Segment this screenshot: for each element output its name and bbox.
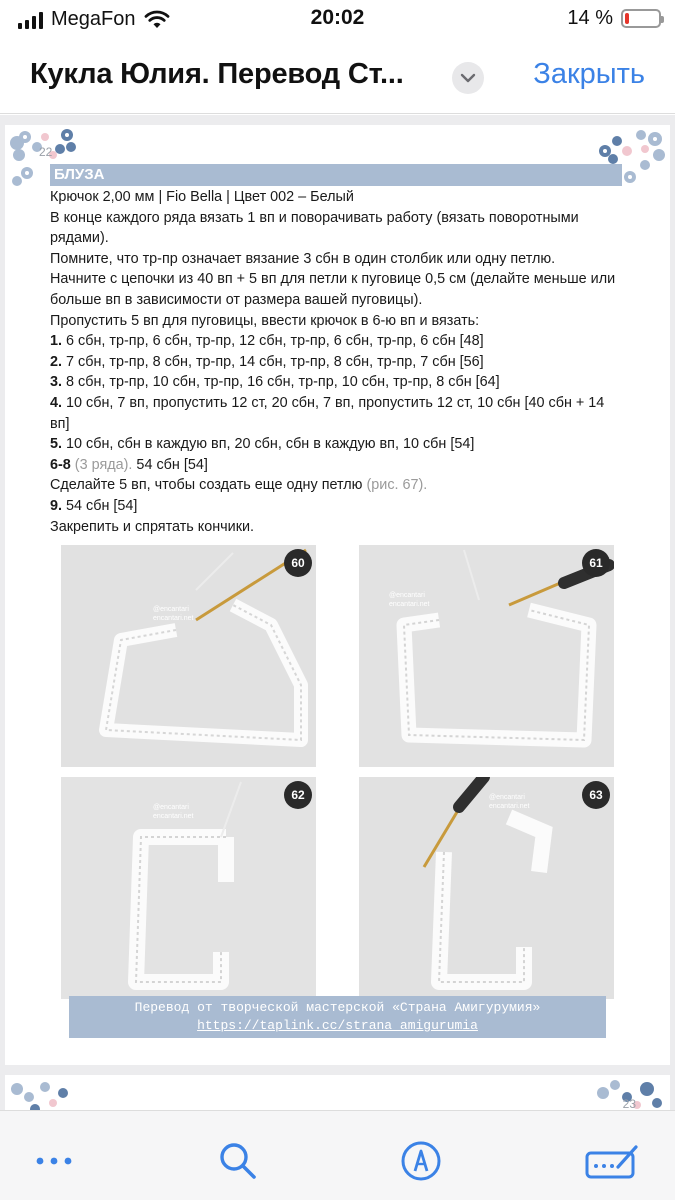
row-number: 4. [50,394,63,411]
battery-percent: 14 % [567,7,613,29]
svg-text:@encantari: @encantari [153,606,189,613]
row-number: 2. [50,353,63,370]
markup-button[interactable] [397,1139,445,1183]
row-number: 5. [50,436,63,453]
instruction-text: Сделайте 5 вп, чтобы создать еще одну петлю [50,477,363,494]
step-photo [359,545,614,767]
photo-number: 63 [582,781,610,809]
instruction-line [50,496,625,517]
instruction-text: Пропустить 5 вп для пуговицы, ввести крючок в 6-ю вп и вязать: [50,312,480,329]
instruction-line [50,517,625,538]
instruction-text: Помните, что тр-пр означает вязание 3 сбн в один столбик или одну петлю. [50,250,556,267]
instruction-text: 6 сбн, тр-пр, 6 сбн, тр-пр, 12 сбн, тр-пр, 6 сбн, тр-пр, 6 сбн [48] [62,333,484,350]
instruction-text: Начните с цепочки из 40 вп + 5 вп для петли к пуговице 0,5 см (делайте меньше или больше вп в зависимости от размера вашей пуговицы). [50,271,616,308]
page-number: 22 [39,145,53,159]
instruction-line [50,187,625,208]
instruction-text: В конце каждого ряда вязать 1 вп и поворачивать работу (вязать поворотными рядами). [50,209,579,247]
step-photo [359,777,614,999]
credit-link[interactable]: https://taplink.cc/strana_amigurumia [197,1018,478,1033]
pdf-page-next [5,1075,670,1110]
carrier-name: MegaFon [51,8,136,30]
instruction-text: 54 сбн [54] [62,497,138,514]
instructions-text [50,187,625,537]
search-button[interactable] [214,1139,262,1183]
instruction-line [50,352,625,373]
instruction-line [50,475,625,496]
credit-line: Перевод от творческой мастерской «Страна Амигурумия» [134,1000,541,1015]
svg-text:@encantari: @encantari [153,804,189,811]
instruction-text: 8 сбн, тр-пр, 10 сбн, тр-пр, 16 сбн, тр-пр, 10 сбн, тр-пр, 8 сбн [64] [62,374,500,391]
row-number: 3. [50,374,63,391]
title-menu-button[interactable] [452,62,484,94]
instruction-text: 7 сбн, тр-пр, 8 сбн, тр-пр, 14 сбн, тр-пр, 8 сбн, тр-пр, 7 сбн [56] [62,353,484,370]
step-photo [61,777,316,999]
clock: 20:02 [310,6,365,29]
row-number: 6-8 [50,456,71,473]
row-note: (3 ряда). [70,456,133,473]
svg-text:encantari.net: encantari.net [489,803,530,810]
photo-number: 61 [582,549,610,577]
instruction-text: 10 сбн, сбн в каждую вп, 20 сбн, сбн в каждую вп, 10 сбн [54] [62,436,475,453]
svg-text:encantari.net: encantari.net [389,601,430,608]
signature-button[interactable] [582,1139,642,1183]
svg-text:encantari.net: encantari.net [153,615,194,622]
search-icon [218,1141,258,1181]
instruction-line [50,455,625,476]
instruction-line [50,393,625,434]
instruction-text: 54 сбн [54] [132,456,208,473]
instruction-line [50,331,625,352]
row-number: 1. [50,333,63,350]
chevron-down-icon [460,73,476,83]
instruction-line [50,249,625,270]
pdf-page [5,125,670,1065]
crochet-photo-image [359,545,614,767]
crochet-photo-image [61,545,316,767]
instruction-text: 10 сбн, 7 вп, пропустить 12 ст, 20 сбн, 7 вп, пропустить 12 ст, 10 сбн [40 сбн + 14 вп] [50,394,605,432]
crochet-photo-image [359,777,614,999]
close-button[interactable]: Закрыть [533,58,645,90]
navigation-bar [0,38,675,114]
section-heading [50,164,622,186]
svg-text:@encantari: @encantari [389,592,425,599]
instruction-line [50,434,625,455]
crochet-photo-image [61,777,316,999]
svg-text:encantari.net: encantari.net [153,813,194,820]
markup-icon [400,1140,442,1182]
row-number: 9. [50,497,63,514]
more-icon [34,1155,74,1167]
figure-reference: (рис. 67). [362,477,428,494]
bottom-toolbar [0,1110,675,1200]
instruction-line [50,311,625,332]
flower-decoration-icon [5,1075,90,1110]
step-photo [61,545,316,767]
signature-icon [584,1141,640,1181]
document-title[interactable]: Кукла Юлия. Перевод Ст... [30,58,404,90]
photo-number: 60 [284,549,312,577]
battery-level [625,13,629,24]
instruction-line [50,372,625,393]
instruction-text: Закрепить и спрятать кончики. [50,518,255,535]
photo-number: 62 [284,781,312,809]
instruction-text: Крючок 2,00 мм | Fio Bella | Цвет 002 – Белый [50,189,354,205]
page-number: 23 [622,1097,636,1110]
instruction-line [50,208,625,249]
status-bar [0,0,675,38]
section-heading-text: БЛУЗА [54,166,105,183]
more-button[interactable] [30,1139,78,1183]
instruction-line [50,269,625,310]
document-viewer[interactable] [0,115,675,1110]
battery-icon [621,9,661,28]
svg-text:@encantari: @encantari [489,794,525,801]
credit-banner [69,996,606,1038]
